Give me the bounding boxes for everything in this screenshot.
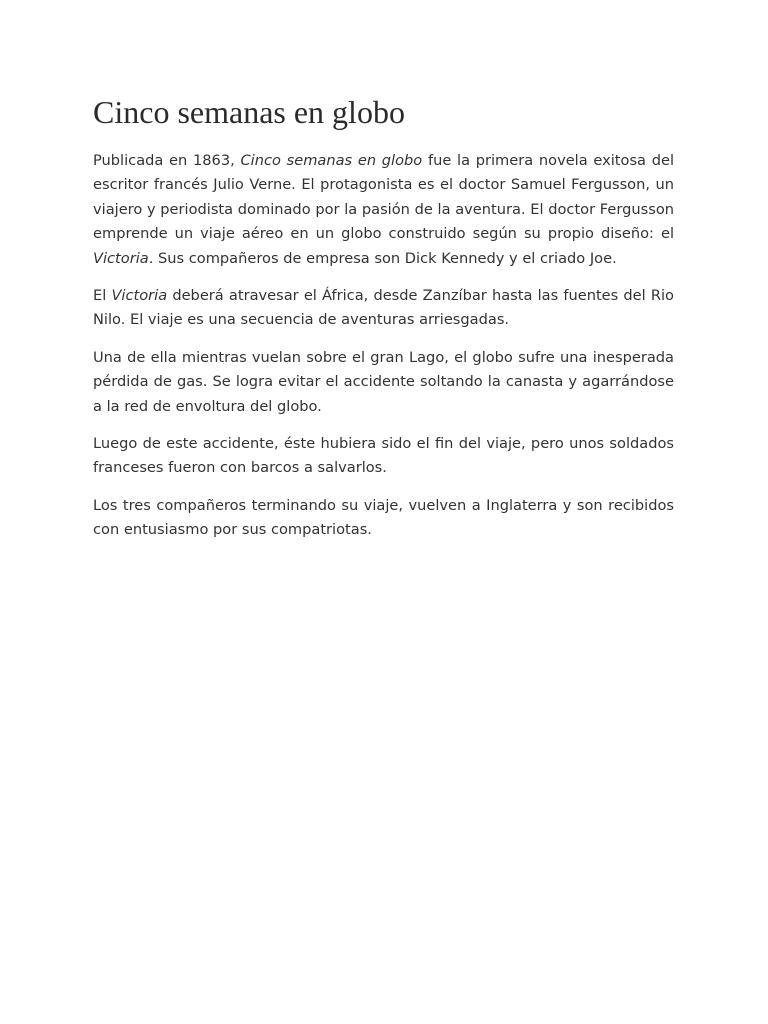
paragraph-2-text-a: El — [93, 287, 112, 305]
paragraph-1-text-a: Publicada en 1863, — [93, 152, 241, 169]
paragraph-2-italic-balloon-name: Victoria — [111, 287, 168, 305]
paragraph-2-text-c: deberá atravesar el África, desde Zanzíbar hasta las fuentes del Rio Nilo. El viaje es una secuencia de aventuras arriesgadas. — [93, 287, 674, 329]
paragraph-1-italic-book-title: Cinco semanas en globo — [240, 152, 423, 169]
document-title: Cinco semanas en globo — [93, 94, 405, 130]
paragraph-1-text-e: . Sus compañeros de empresa son Dick Kennedy y el criado Joe. — [148, 249, 617, 267]
paragraph-4: Luego de este accidente, éste hubiera sido el fin del viaje, pero unos soldados franceses fueron con barcos a salvarlos. — [93, 435, 674, 477]
paragraph-1 — [93, 149, 674, 271]
paragraph-2 — [93, 284, 674, 333]
paragraph-3: Una de ella mientras vuelan sobre el gran Lago, el globo sufre una inesperada pérdida de gas. Se logra evitar el accidente soltando la canasta y agarrándose a la red de envoltura del globo. — [93, 348, 674, 415]
paragraph-1-text-c: fue la primera novela exitosa del escritor francés Julio Verne. El protagonista es el doctor Samuel Fergusson, un viajero y periodista dominado por la pasión de la aventura. El doctor Fergusson emprende un viaje aéreo en un globo construido según su propio diseño: el — [93, 152, 674, 243]
paragraph-5: Los tres compañeros terminando su viaje, vuelven a Inglaterra y son recibidos con entusiasmo por sus compatriotas. — [93, 496, 674, 539]
paragraph-1-italic-balloon-name: Victoria — [93, 249, 149, 267]
